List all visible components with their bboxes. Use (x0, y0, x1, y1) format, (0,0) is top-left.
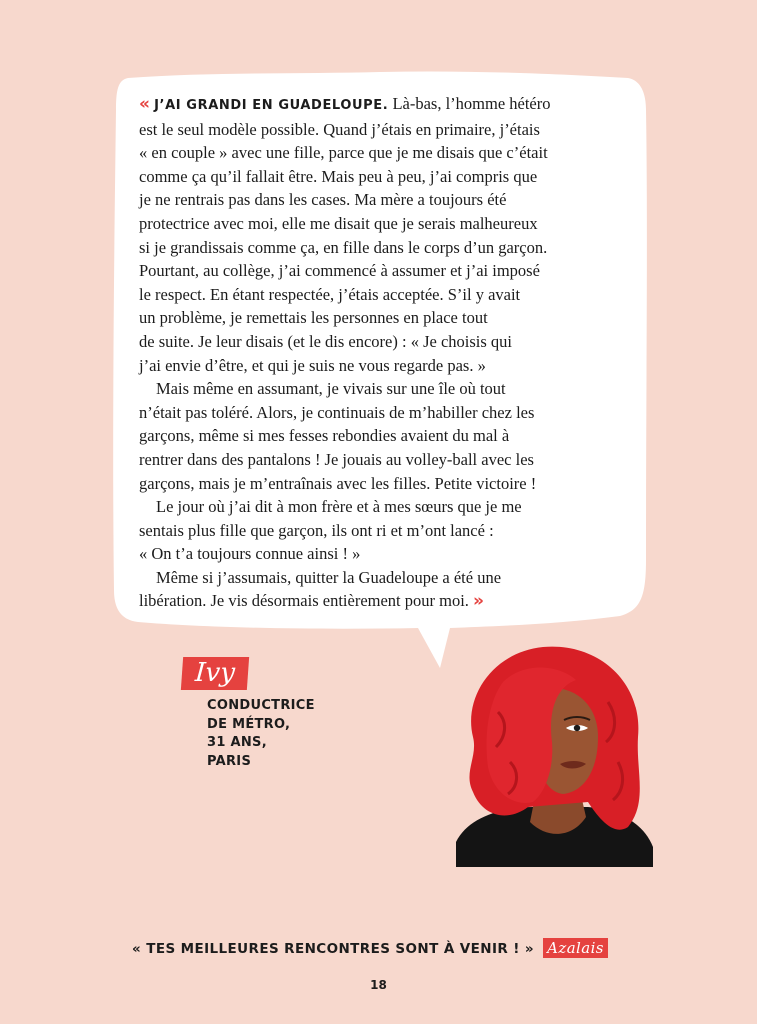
text-line: j’ai envie d’être, et qui je suis ne vous regarde pas. » (139, 355, 486, 375)
text-line: Le jour où j’ai dit à mon frère et à mes sœurs que je me (156, 497, 522, 517)
open-quote-mark: « (139, 94, 150, 114)
caption-line: PARIS (207, 753, 252, 769)
text-line: garçons, même si mes fesses rebondies avaient du mal à (139, 426, 510, 446)
text-line: Mais même en assumant, je vivais sur une île où tout (156, 379, 506, 399)
close-quote-mark: » (473, 591, 485, 612)
testimony-paragraph-1 (139, 92, 609, 377)
testimony-paragraph-2 (139, 377, 609, 495)
text-line: est le seul modèle possible. Quand j’étais en primaire, j’étais (139, 119, 540, 139)
page-number: 18 (370, 978, 387, 992)
footer-quote (132, 938, 608, 960)
text-line: de suite. Je leur disais (et le dis encore) : « Je choisis qui (139, 331, 512, 351)
text-line: je ne rentrais pas dans les cases. Ma mère a toujours été (139, 190, 507, 210)
text-line: comme ça qu’il fallait être. Mais peu à peu, j’ai compris que (139, 166, 538, 186)
text-line: Pourtant, au collège, j’ai commencé à assumer et j’ai imposé (139, 261, 540, 281)
caption-line: CONDUCTRICE (207, 698, 315, 713)
person-caption (207, 697, 315, 771)
text-line: un problème, je remettais les personnes en place tout (139, 308, 488, 328)
text-line: protectrice avec moi, elle me disait que je serais malheureux (139, 213, 538, 233)
caption-line: 31 ANS, (207, 735, 267, 750)
testimony-paragraph-3 (139, 495, 609, 566)
text-line: sentais plus fille que garçon, ils ont ri et m’ont lancé : (139, 520, 494, 540)
text-line: Même si j’assumais, quitter la Guadeloupe a été une (156, 567, 502, 587)
text-line: le respect. En étant respectée, j’étais acceptée. S’il y avait (139, 284, 521, 304)
text-line: « en couple » avec une fille, parce que je me disais que c’était (139, 143, 548, 163)
text-line: si je grandissais comme ça, en fille dans le corps d’un garçon. (139, 237, 548, 257)
text-line: « On t’a toujours connue ainsi ! » (139, 544, 361, 564)
text-line: n’était pas toléré. Alors, je continuais de m’habiller chez les (139, 402, 535, 422)
footer-signature: Azalais (543, 938, 608, 958)
portrait-illustration (448, 642, 658, 867)
text-line: libération. Je vis désormais entièrement pour moi. (139, 591, 469, 611)
text-line: Là-bas, l’homme hétéro (388, 94, 551, 113)
text-line: rentrer dans des pantalons ! Je jouais au volley-ball avec les (139, 449, 534, 469)
testimony-paragraph-4 (139, 566, 609, 614)
footer-quote-text: « TES MEILLEURES RENCONTRES SONT À VENIR ! » (132, 941, 535, 957)
testimony-lead: J’AI GRANDI EN GUADELOUPE. (154, 98, 389, 113)
caption-line: DE MÉTRO, (207, 716, 291, 732)
testimony-text (139, 92, 609, 614)
person-name-tag: Ivy (181, 657, 249, 690)
text-line: garçons, mais je m’entraînais avec les filles. Petite victoire ! (139, 473, 537, 493)
